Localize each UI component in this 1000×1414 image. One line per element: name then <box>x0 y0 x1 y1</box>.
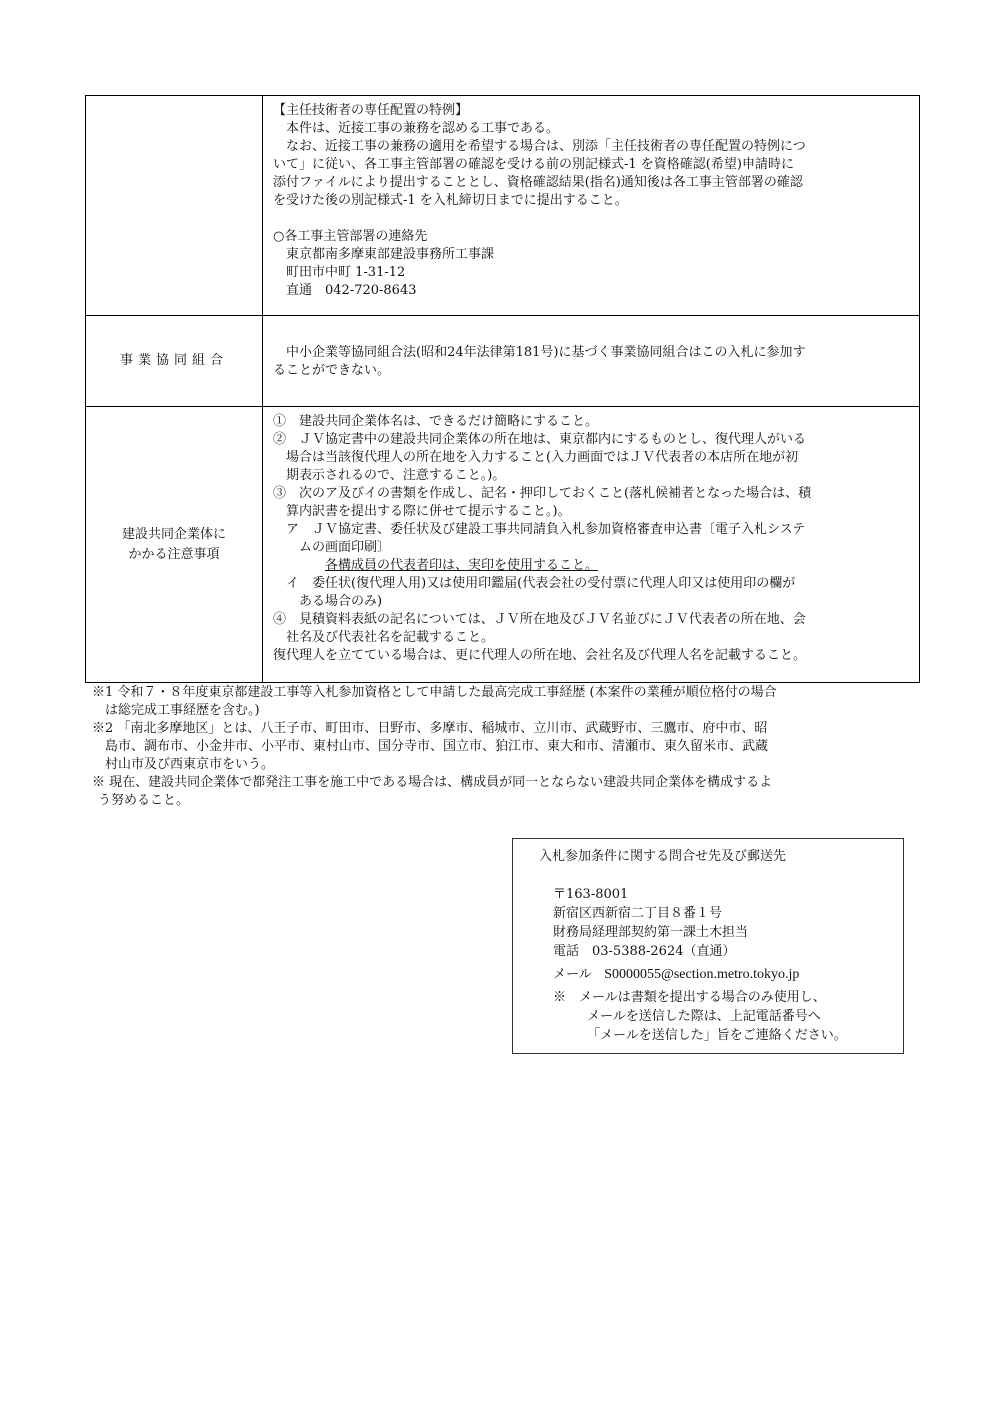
footnotes <box>92 684 922 810</box>
text-line: いて」に従い、各工事主管部署の確認を受ける前の別記様式-1 を資格確認(希望)申請時に <box>273 157 794 172</box>
table-row <box>86 96 920 316</box>
row-label-empty <box>86 96 263 316</box>
footnote: 島市、調布市、小金井市、小平市、東村山市、国分寺市、国立市、狛江市、東大和市、清瀬市、東久留米市、武蔵 <box>105 739 769 754</box>
label-line: 建設共同企業体に <box>121 526 226 542</box>
text-line: 添付ファイルにより提出することとし、資格確認結果(指名)通知後は各工事主管部署の確認 <box>273 175 803 190</box>
table-row <box>86 316 920 407</box>
email-note: 「メールを送信した」旨をご連絡ください。 <box>587 1028 847 1043</box>
contact-box <box>512 838 904 1054</box>
cooperative-content <box>263 316 920 407</box>
sub-item: ア ＪＶ協定書、委任状及び建設工事共同請負入札参加資格審査申込書〔電子入札システ <box>286 522 806 537</box>
contact-title: 入札参加条件に関する問合せ先及び郵送先 <box>539 849 787 864</box>
conditions-table <box>85 95 920 683</box>
row-label-cooperative: 事業協同組合 <box>86 316 263 407</box>
contact-heading: ○各工事主管部署の連絡先 <box>273 229 428 244</box>
text-line: 中小企業等協同組合法(昭和24年法律第181号)に基づく事業協同組合はこの入札に参加す <box>286 345 806 360</box>
text-line: なお、近接工事の兼務の適用を希望する場合は、別添「主任技術者の専任配置の特例につ <box>286 139 806 154</box>
email-note: メールを送信した際は、上記電話番号へ <box>587 1009 821 1024</box>
row-label-jv-notes <box>86 407 263 683</box>
footnote: 村山市及び西東京市をいう。 <box>105 757 275 772</box>
text-line: 本件は、近接工事の兼務を認める工事である。 <box>286 121 560 136</box>
text-line: ムの画面印刷〕 <box>299 540 391 555</box>
special-assignment-content <box>263 96 920 316</box>
list-item: ① 建設共同企業体名は、できるだけ簡略にすること。 <box>273 414 599 429</box>
office-phone: 直通 042-720-8643 <box>286 283 417 298</box>
email-note: ※ メールは書類を提出する場合のみ使用し、 <box>553 990 826 1005</box>
sub-item: イ 委任状(復代理人用)又は使用印鑑届(代表会社の受付票に代理人印又は使用印の欄が <box>286 576 796 591</box>
list-item: ④ 見積資料表紙の記名については、ＪＶ所在地及びＪＶ名並びにＪＶ代表者の所在地、会 <box>273 612 806 627</box>
department: 財務局経理部契約第一課土木担当 <box>553 925 749 940</box>
text-line: ることができない。 <box>273 363 391 378</box>
underlined-note: 各構成員の代表者印は、実印を使用すること。 <box>325 558 599 573</box>
office-name: 東京都南多摩東部建設事務所工事課 <box>286 247 495 262</box>
email-label: メール <box>553 967 592 982</box>
phone: 電話 03-5388-2624（直通） <box>553 944 736 959</box>
list-item: ② ＪＶ協定書中の建設共同企業体の所在地は、東京都内にするものとし、復代理人がいる <box>273 432 807 447</box>
jv-notes-content <box>263 407 920 683</box>
list-item: ③ 次のア及びイの書類を作成し、記名・押印しておくこと(落札候補者となった場合は、積 <box>273 486 812 501</box>
text-line: 算内訳書を提出する際に併せて提示すること。)。 <box>286 504 571 519</box>
text-line: を受けた後の別記様式-1 を入札締切日までに提出すること。 <box>273 193 628 208</box>
text-line: ある場合のみ) <box>299 594 383 609</box>
footnote: う努めること。 <box>98 793 190 808</box>
office-address: 町田市中町 1-31-12 <box>286 265 406 280</box>
address: 新宿区西新宿二丁目８番１号 <box>553 906 723 921</box>
table-row <box>86 407 920 683</box>
text-line: 復代理人を立てている場合は、更に代理人の所在地、会社名及び代理人名を記載すること。 <box>273 648 807 663</box>
label-line: かかる注意事項 <box>128 546 220 562</box>
footnote: ※1 令和７・８年度東京都建設工事等入札参加資格として申請した最高完成工事経歴 (本案件の業種が順位格付の場合 <box>92 685 777 700</box>
text-line: 場合は当該復代理人の所在地を入力すること(入力画面ではＪＶ代表者の本店所在地が初 <box>286 450 799 465</box>
text-line: 期表示されるので、注意すること。)。 <box>286 468 506 483</box>
postal-code: 〒163-8001 <box>553 887 629 902</box>
footnote: ※ 現在、建設共同企業体で都発注工事を施工中である場合は、構成員が同一とならない建設共同企業体を構成するよ <box>92 775 773 790</box>
section-heading: 【主任技術者の専任配置の特例】 <box>273 103 469 118</box>
footnote: は総完成工事経歴を含む。) <box>105 703 260 718</box>
email-address[interactable]: S0000055@section.metro.tokyo.jp <box>604 967 800 982</box>
text-line: 社名及び代表社名を記載すること。 <box>286 630 495 645</box>
footnote: ※2 「南北多摩地区」とは、八王子市、町田市、日野市、多摩市、稲城市、立川市、武蔵野市、三鷹市、府中市、昭 <box>92 721 768 736</box>
